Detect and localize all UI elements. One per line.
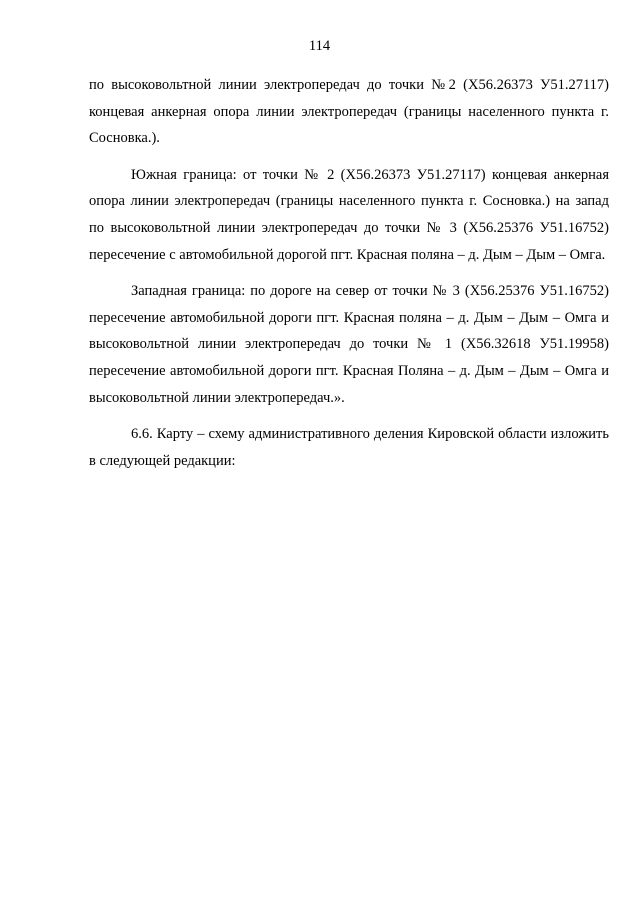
paragraph-southern-boundary: Южная граница: от точки № 2 (Х56.26373 У51.27117) концевая анкерная опора линии электропередач (границы населенного пункта г. Сосновка.) на запад по высоковольтной линии электропередач до точки № 3 (Х56.25376 У51.16752) пересечение с автомобильной дорогой пгт. Красная поляна – д. Дым – Дым – Омга. xyxy=(89,166,609,263)
page-number: 114 xyxy=(308,38,331,54)
document-body xyxy=(89,72,609,484)
paragraph-section-6-6: 6.6. Карту – схему административного деления Кировской области изложить в следующей редакции: xyxy=(89,426,609,469)
paragraph-boundary-continuation: по высоковольтной линии электропередач до точки №2 (Х56.26373 У51.27117) концевая анкерная опора линии электропередач (границы населенного пункта г. Сосновка.). xyxy=(89,77,609,147)
paragraph-western-boundary: Западная граница: по дороге на север от точки № 3 (Х56.25376 У51.16752) пересечение автомобильной дороги пгт. Красная поляна – д. Дым – Дым – Омга и высоковольтной линии электропередач до точки № 1 (Х56.32618 У51.19958) пересечение автомобильной дороги пгт. Красная Поляна – д. Дым – Дым – Омга и высоковольтной линии электропередач.». xyxy=(89,283,609,406)
